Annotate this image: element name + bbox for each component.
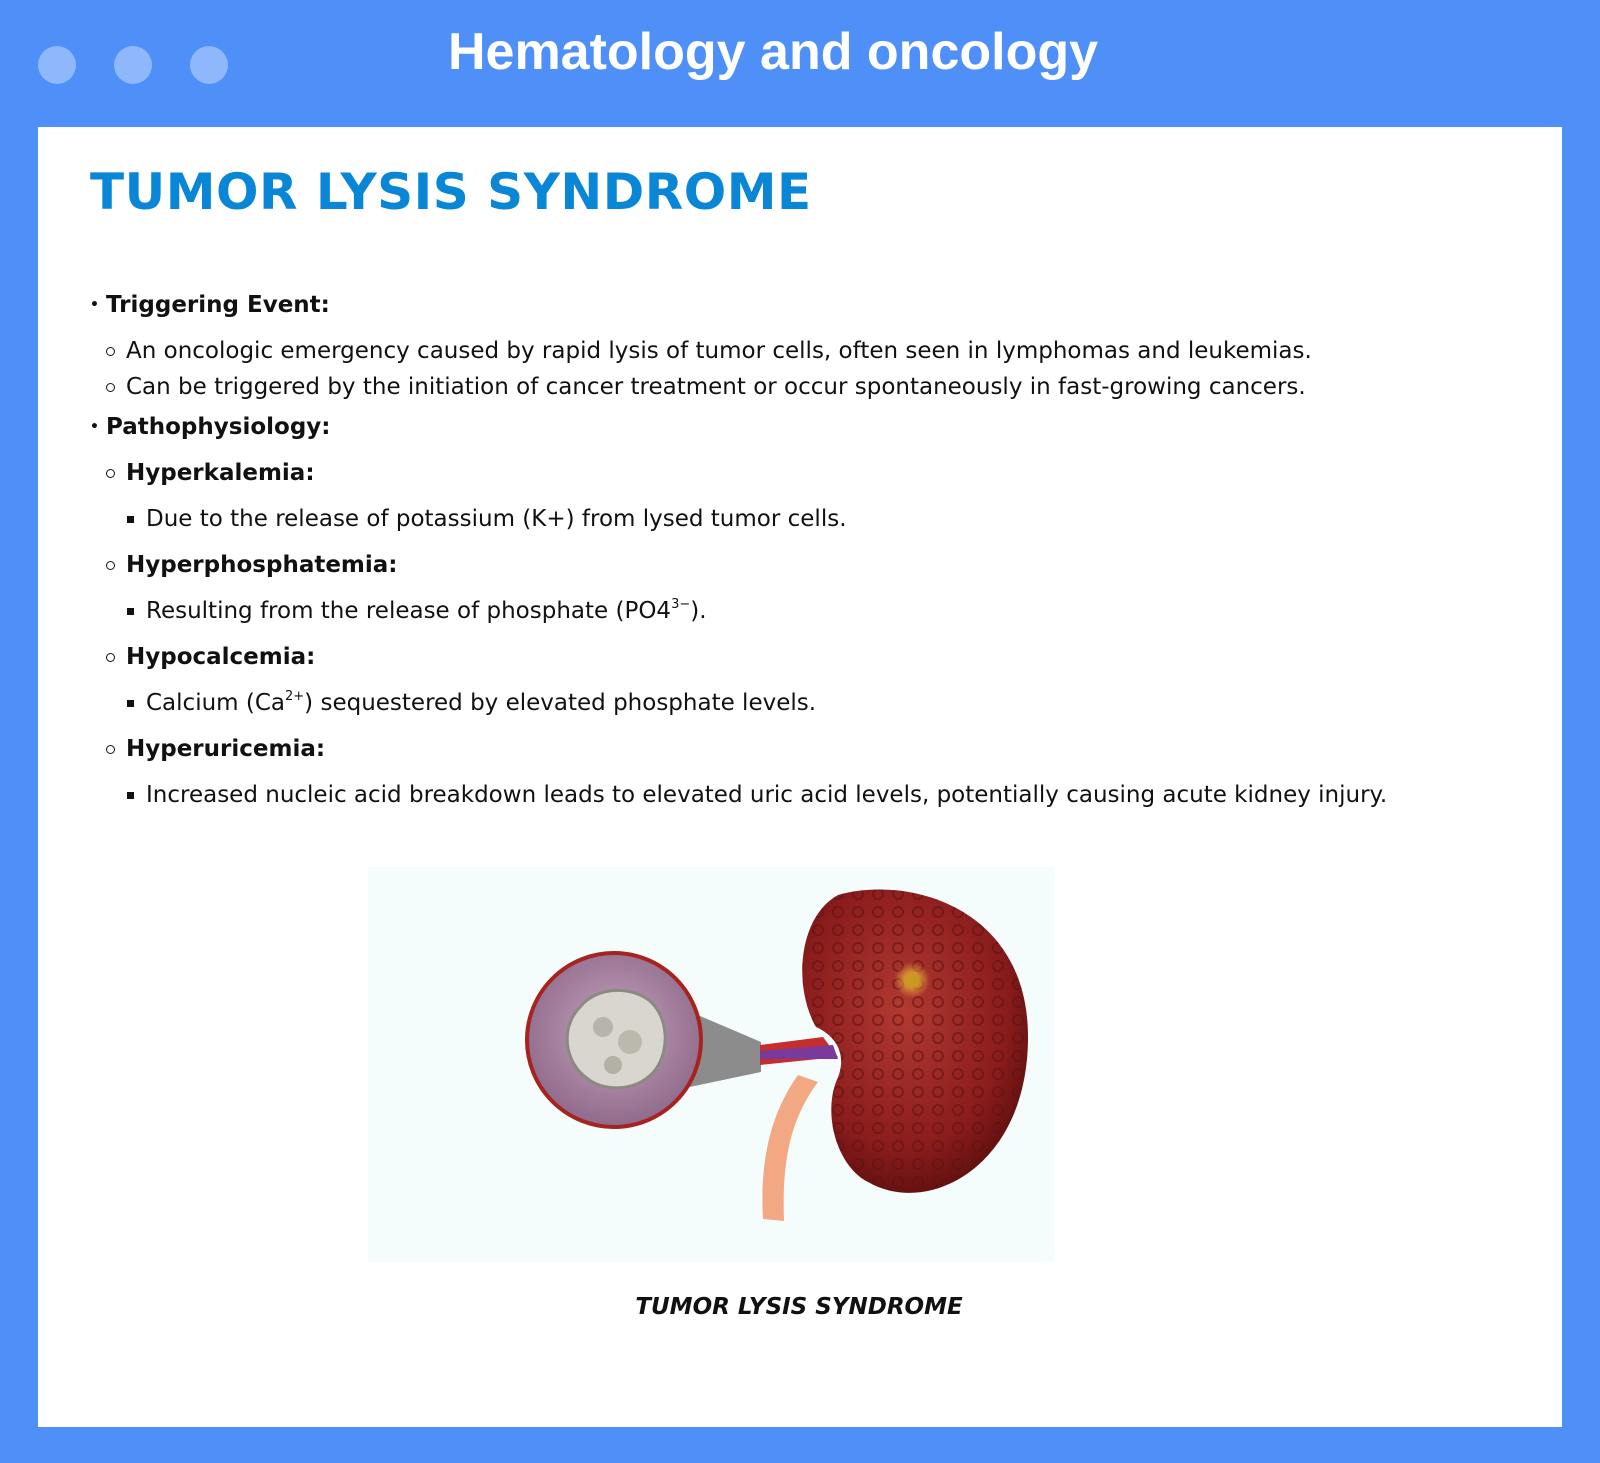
kidney-illustration — [368, 867, 1054, 1262]
window-titlebar — [0, 0, 1600, 126]
detail-text: Calcium (Ca — [146, 690, 285, 716]
detail-hyperuricemia: Increased nucleic acid breakdown leads to elevated uric acid levels, potentially causing acute kidney injury. — [90, 777, 1530, 813]
content-panel — [38, 127, 1562, 1427]
subheading-hyperphosphatemia: Hyperphosphatemia: — [90, 547, 1530, 583]
page-title: TUMOR LYSIS SYNDROME — [90, 163, 812, 221]
detail-text-end: ) sequestered by elevated phosphate levels. — [304, 690, 817, 716]
detail-text: Resulting from the release of phosphate (PO4 — [146, 598, 672, 624]
figure-caption: TUMOR LYSIS SYNDROME — [635, 1294, 963, 1320]
charge-superscript: 2+ — [285, 689, 305, 704]
subheading-hyperuricemia: Hyperuricemia: — [90, 731, 1530, 767]
charge-superscript: 3− — [671, 597, 691, 612]
detail-hyperkalemia: Due to the release of potassium (K+) from lysed tumor cells. — [90, 501, 1530, 537]
detail-text-end: ). — [690, 598, 707, 624]
list-item: An oncologic emergency caused by rapid lysis of tumor cells, often seen in lymphomas and leukemias. — [90, 333, 1530, 369]
detail-hypocalcemia — [90, 685, 1530, 721]
detail-hyperphosphatemia — [90, 593, 1530, 629]
section-heading-triggering: • Triggering Event: — [90, 287, 1530, 323]
section-heading-pathophysiology: • Pathophysiology: — [90, 409, 1530, 445]
list-item: Can be triggered by the initiation of cancer treatment or occur spontaneously in fast-growing cancers. — [90, 369, 1530, 405]
subheading-hyperkalemia: Hyperkalemia: — [90, 455, 1530, 491]
window-title: Hematology and oncology — [447, 23, 1099, 81]
subheading-hypocalcemia: Hypocalcemia: — [90, 639, 1530, 675]
notes-list — [90, 287, 1530, 823]
